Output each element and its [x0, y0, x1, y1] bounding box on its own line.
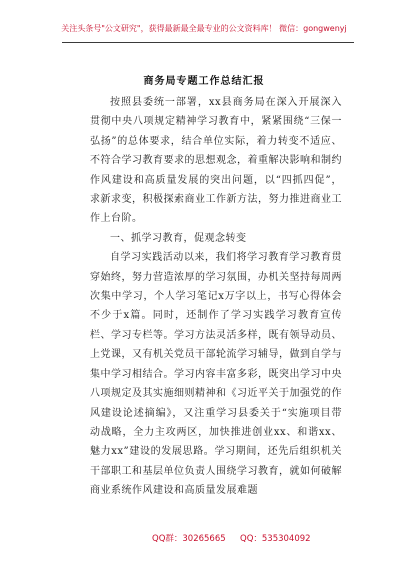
footer-qq-contact: QQ：535304092 — [240, 534, 311, 544]
intro-paragraph: 按照县委统一部署，xx县商务局在深入开展深入贯彻中央八项规定精神学习教育中，紧紧围绕“三保一弘扬”的总体要求，结合单位实际，着力转变不适应、不符合学习教育要求的思想观念，着重解决影响和制约作风建设和高质量发展的突出问题，以“四抓四促”，求新求变，积极探索商业工作新方法，努力推进商业工作上台阶。 — [90, 97, 342, 225]
header-banner: 关注头条号"公文研究"，获得最新最全最专业的公文资料库！ 微信：gongwenyj — [61, 24, 347, 33]
header-divider — [62, 42, 354, 43]
footer — [0, 532, 408, 546]
body-paragraph: 自学习实践活动以来，我们将学习教育学习教育贯穿始终，努力营造浓厚的学习氛围，办机关坚持每周两次集中学习，个人学习笔记x万字以上，书写心得体会不少于x篇。同时，还制作了学习实践学习教育宣传栏、学习专栏等。学习方法灵活多样，既有领导动员、上党课，又有机关党员干部轮流学习辅导，做到自学与集中学习相结合。学习内容丰富多彩，既突出学习中央八项规定及其实施细则精神和《习近平关于加强党的作风建设论述摘编》，又注重学习县委关于“实施项目带动战略，全力主攻两区，加快推进创业xx、和谐xx、魅力xx”建设的发展思路。学习期间，还先后组织机关干部职工和基层单位负责人围绕学习教育，就如何破解商业系统作风建设和高质量发展难题 — [90, 252, 342, 497]
document-title: 商务局专题工作总结汇报 — [143, 76, 265, 87]
footer-qq-group: QQ群：30265665 — [152, 534, 226, 544]
document-body — [90, 93, 342, 501]
section-heading: 一、抓学习教育，促观念转变 — [110, 232, 247, 244]
